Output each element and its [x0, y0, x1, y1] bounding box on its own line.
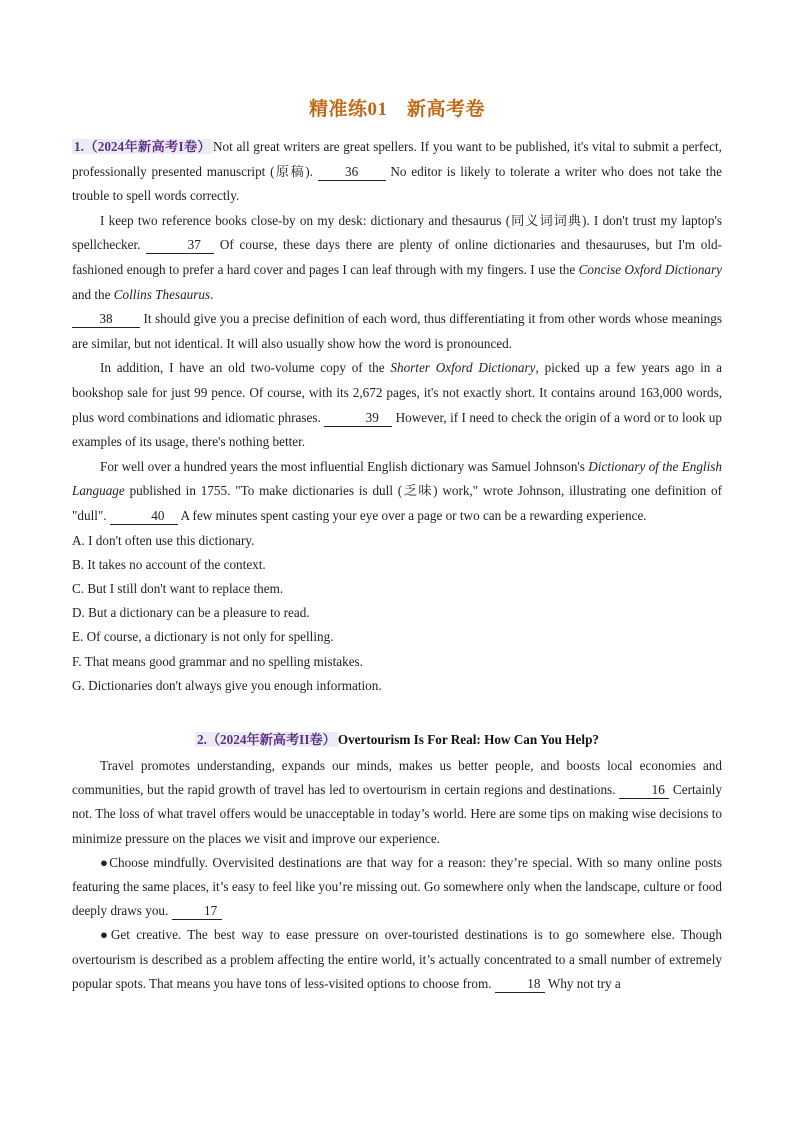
- q1-p1-text-b: No editor is likely to tolerate a writer who does not take the trouble to spell words correctly.: [72, 163, 723, 204]
- question-2: [72, 728, 722, 996]
- q1-paragraph-5: [72, 455, 722, 529]
- q1-label: 1.（2024年新高考I卷）: [74, 139, 212, 154]
- q2-title: Overtourism Is For Real: How Can You Help?: [337, 731, 600, 747]
- q1-paragraph-1: [72, 135, 722, 209]
- q2-p1-text-a: Travel promotes understanding, expands our minds, makes us better people, and boosts local economies and communities, but the rapid growth of travel has led to overtourism in certain regions and destinations.: [72, 757, 722, 798]
- blank-39: 39: [324, 410, 392, 427]
- q1-p4-text-c: However, if I need to check the origin of a word or to look up examples of its usage, there's nothing better.: [72, 409, 722, 450]
- q1-p5-text-c: A few minutes spent casting your eye over a page or two can be a rewarding experience.: [177, 507, 647, 523]
- document-page: [72, 94, 722, 996]
- book-title-shorter-oxford: Shorter Oxford Dictionary: [390, 360, 536, 376]
- book-title-collins: Collins Thesaurus: [113, 286, 211, 302]
- q2-p1-text-b: Certainly not. The loss of what travel offers would be unacceptable in today’s world. Here are some tips on making wise decisions to minimize pressure on the places we visit and improve our experience.: [72, 782, 722, 846]
- option-e: E. Of course, a dictionary is not only for spelling.: [72, 629, 334, 645]
- q1-options-list: [72, 529, 722, 698]
- option-a: A. I don't often use this dictionary.: [72, 532, 255, 548]
- option-d: D. But a dictionary can be a pleasure to read.: [72, 605, 310, 621]
- blank-17: 17: [172, 903, 222, 920]
- book-title-johnson-dictionary: Dictionary of the English Language: [72, 458, 722, 499]
- q1-p3-text: It should give you a precise definition of each word, thus differentiating it from other words whose meanings are similar, but not identical. It will also usually show how the word is pronounced.: [72, 311, 722, 351]
- option-b: B. It takes no account of the context.: [72, 556, 266, 572]
- q1-p2-end: .: [210, 286, 214, 302]
- q1-p1-text-a: Not all great writers are great spellers. If you want to be published, it's vital to submit a perfect, professionally presented manuscript (原稿).: [72, 139, 722, 179]
- question-1: [72, 135, 722, 698]
- blank-37: 37: [146, 237, 214, 254]
- q2-heading: [72, 728, 722, 752]
- q1-p4-text-a: In addition, I have an old two-volume copy of the: [100, 360, 391, 376]
- q2-paragraph-2: [72, 851, 722, 924]
- q1-p2-and: and the: [72, 286, 114, 302]
- option-c: C. But I still don't want to replace them.: [72, 580, 284, 596]
- q2-p3-text-a: ●Get creative. The best way to ease pressure on over-touristed destinations is to go somewhere else. Though overtourism is described as a problem affecting the entire world, it’s actually concentrated to a small number of extremely popular spots. That means you have tons of less-visited options to choose from.: [72, 927, 722, 991]
- q2-paragraph-3: [72, 923, 722, 996]
- q1-paragraph-2: [72, 209, 722, 307]
- q1-p2-text-b: Of course, these days there are plenty of online dictionaries and thesauruses, but I'm old-fashioned enough to prefer a hard cover and pages I can leaf through with my fingers. I use the: [72, 237, 722, 277]
- q2-p2-text-a: ●Choose mindfully. Overvisited destinations are that way for a reason: they’re special. With so many online posts featuring the same places, it’s easy to feel like you’re missing out. Go somewhere only when the landscape, culture or food deeply draws you.: [72, 854, 722, 919]
- q1-paragraph-4: [72, 356, 722, 454]
- q1-p2-text-a: I keep two reference books close-by on my desk: dictionary and thesaurus (同义词词典). I don't trust my laptop's spellchecker.: [72, 212, 722, 253]
- q2-label: 2.（2024年新高考II卷）: [196, 731, 336, 747]
- q1-paragraph-3: [72, 307, 722, 356]
- blank-38: 38: [72, 311, 140, 328]
- blank-16: 16: [619, 782, 669, 799]
- blank-18: 18: [495, 976, 545, 993]
- page-title: 精准练01 新高考卷: [308, 99, 485, 120]
- q2-paragraph-1: [72, 754, 722, 851]
- blank-40: 40: [110, 508, 178, 525]
- q1-p5-text-a: For well over a hundred years the most influential English dictionary was Samuel Johnson's: [100, 458, 589, 474]
- blank-36: 36: [318, 164, 386, 181]
- option-f: F. That means good grammar and no spelling mistakes.: [72, 653, 363, 669]
- q1-p4-text-b: , picked up a few years ago in a bookshop sale for just 99 pence. Of course, with its 2,672 pages, it's not exactly short. It contains around 163,000 words, plus word combinations and idiomatic phrases.: [72, 360, 723, 425]
- option-g: G. Dictionaries don't always give you enough information.: [72, 677, 382, 693]
- q1-p5-text-b: published in 1755. "To make dictionaries is dull (乏味) work," wrote Johnson, illustrating one definition of "dull".: [72, 483, 722, 523]
- book-title-concise-oxford: Concise Oxford Dictionary: [578, 261, 722, 277]
- q2-p3-text-b: Why not try a: [544, 975, 621, 991]
